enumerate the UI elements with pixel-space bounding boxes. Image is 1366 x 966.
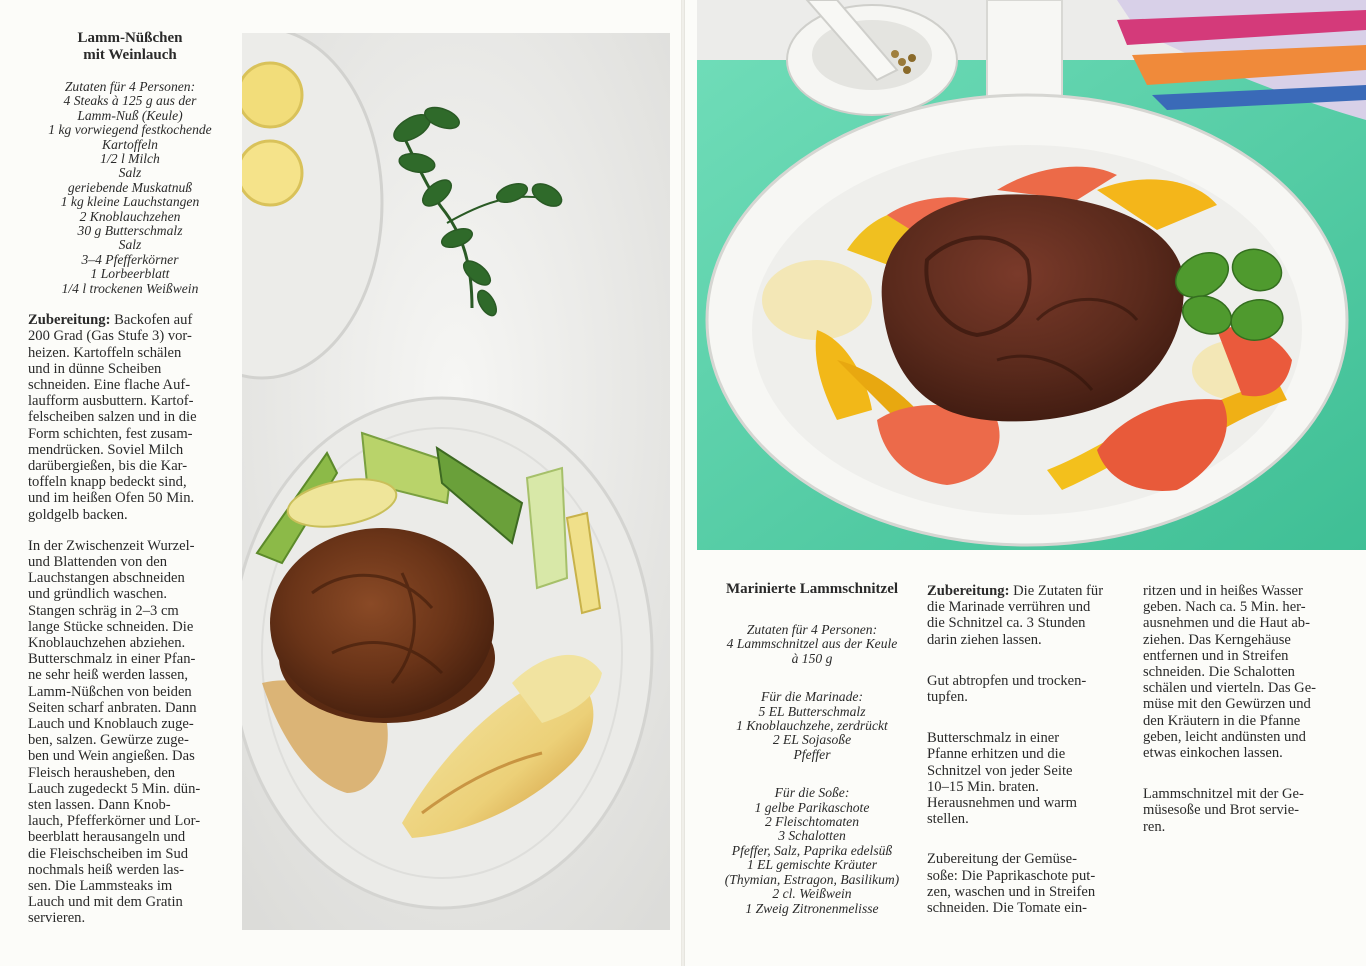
ingredient-line: Salz bbox=[118, 237, 142, 253]
lamb-medallion bbox=[270, 528, 495, 723]
text-line: die Schnitzel ca. 3 Stunden bbox=[927, 615, 1086, 632]
ingredient-line: geriebende Muskatnuß bbox=[67, 179, 193, 195]
ingredient-line: Kartoffeln bbox=[102, 136, 158, 152]
recipe1-title-line: Lamm-Nüßchen bbox=[77, 30, 183, 46]
text-line: etwas einkochen lassen. bbox=[1143, 745, 1283, 762]
text-line: 200 Grad (Gas Stufe 3) vor- bbox=[28, 328, 192, 345]
text-line: die Fleischscheiben im Sud bbox=[28, 845, 189, 862]
recipe1-prep-label: Zubereitung: bbox=[28, 312, 111, 329]
text-line: sten lassen. Dann Knob- bbox=[28, 796, 171, 813]
ingredient-line: Pfeffer, Salz, Paprika edelsüß bbox=[731, 842, 893, 858]
text-line: beerblatt herausangeln und bbox=[28, 829, 186, 846]
ingredient-line: 4 Steaks à 125 g aus der bbox=[63, 93, 197, 109]
ingredient-line: 1/2 l Milch bbox=[100, 151, 160, 167]
recipe2-paragraph-4 bbox=[927, 851, 1127, 916]
text-line: die Marinade verrühren und bbox=[927, 599, 1091, 616]
text-line: müse mit den Gewürzen und bbox=[1143, 696, 1311, 713]
text-line: Herausnehmen und warm bbox=[927, 795, 1077, 812]
recipe2-sauce bbox=[712, 786, 912, 916]
ingredient-line: Für die Marinade: bbox=[761, 689, 863, 705]
text-line: Butterschmalz in einer Pfan- bbox=[28, 651, 196, 668]
ingredient-line: 1/4 l trockenen Weißwein bbox=[61, 280, 199, 296]
ingredient-line: (Thymian, Estragon, Basilikum) bbox=[724, 871, 900, 887]
text-line: ben und Wein angießen. Das bbox=[28, 748, 195, 765]
text-line: ziehen. Das Kerngehäuse bbox=[1143, 631, 1291, 648]
text-line: goldgelb backen. bbox=[28, 506, 128, 523]
text-line: darin ziehen lassen. bbox=[927, 631, 1042, 648]
ingredient-line: Pfeffer bbox=[793, 746, 831, 762]
text-line: lange Stücke schneiden. Die bbox=[28, 618, 194, 635]
ingredient-line: 1 gelbe Parikaschote bbox=[754, 799, 870, 815]
text-line: Stangen schräg in 2–3 cm bbox=[28, 602, 179, 619]
text-line: lauch, Pfefferkörner und Lor- bbox=[28, 813, 201, 830]
recipe2-paragraph-3 bbox=[927, 730, 1127, 827]
recipe2-preparation bbox=[927, 583, 1127, 648]
text-line: den Kräutern in die Pfanne bbox=[1143, 712, 1301, 729]
text-line: 10–15 Min. braten. bbox=[927, 778, 1039, 795]
text-line: ben, salzen. Gewürze zuge- bbox=[28, 732, 189, 749]
ingredient-line: 2 Knoblauchzehen bbox=[79, 208, 181, 224]
text-line: laufform ausbuttern. Kartof- bbox=[28, 393, 194, 410]
recipe1-paragraph-2 bbox=[28, 538, 232, 927]
text-line: Lammschnitzel mit der Ge- bbox=[1143, 786, 1304, 803]
recipe2-paragraph-6 bbox=[1143, 786, 1343, 835]
recipe2-column-2 bbox=[927, 583, 1127, 916]
text-line: Pfanne erhitzen und die bbox=[927, 746, 1066, 763]
ingredient-line: 1 Zweig Zitronenmelisse bbox=[745, 900, 879, 916]
recipe1-title bbox=[28, 30, 232, 64]
ingredient-line: Lamm-Nuß (Keule) bbox=[77, 107, 183, 123]
recipe2-ingredients bbox=[712, 623, 912, 666]
recipe2-column-1 bbox=[712, 581, 912, 916]
text-line: felscheiben salzen und in die bbox=[28, 409, 197, 426]
recipe2-title: Marinierte Lammschnitzel bbox=[725, 581, 899, 597]
text-line: In der Zwischenzeit Wurzel- bbox=[28, 537, 195, 554]
text-line: schälen und vierteln. Das Ge- bbox=[1143, 680, 1317, 697]
ingredient-line: 2 Fleischtomaten bbox=[764, 814, 859, 830]
ingredient-line: Für die Soße: bbox=[774, 785, 850, 801]
text-line: schneiden. Eine flache Auf- bbox=[28, 376, 191, 393]
ingredient-line: 1 kg kleine Lauchstangen bbox=[60, 194, 200, 210]
text-line: stellen. bbox=[927, 811, 969, 828]
lamb-medallion-photo bbox=[242, 33, 670, 930]
text-line: tupfen. bbox=[927, 689, 968, 706]
text-line: Seiten scharf anbraten. Dann bbox=[28, 699, 197, 716]
text-line: heizen. Kartoffeln schälen bbox=[28, 344, 182, 361]
text-line: toffeln knapp bedeckt sind, bbox=[28, 474, 187, 491]
ingredient-line: 1 Knoblauchzehe, zerdrückt bbox=[736, 718, 888, 734]
text-line: müsesoße und Brot servie- bbox=[1143, 802, 1300, 819]
ingredient-line: 30 g Butterschmalz bbox=[77, 223, 183, 239]
recipe1-column bbox=[28, 30, 232, 927]
text-line: ritzen und in heißes Wasser bbox=[1143, 583, 1303, 599]
text-line: und in dünne Scheiben bbox=[28, 360, 162, 377]
text-line: mendrücken. Soviel Milch bbox=[28, 441, 184, 458]
text-line: Lauch und Knoblauch zuge- bbox=[28, 715, 194, 732]
recipe2-prep-first: Die Zutaten für bbox=[1009, 583, 1104, 599]
text-line: Lauch und mit dem Gratin bbox=[28, 894, 183, 911]
ingredient-line: 1 EL gemischte Kräuter bbox=[746, 857, 878, 873]
text-line: Fleisch herausheben, den bbox=[28, 764, 176, 781]
text-line: Lamm-Nüßchen von beiden bbox=[28, 683, 192, 700]
text-line: geben. Nach ca. 5 Min. her- bbox=[1143, 599, 1306, 616]
recipe2-prep-label: Zubereitung: bbox=[927, 583, 1010, 599]
text-line: und Blattenden von den bbox=[28, 553, 168, 570]
ingredient-line: 5 EL Butterschmalz bbox=[758, 703, 866, 719]
page-gutter bbox=[681, 0, 685, 966]
text-line: nochmals heiß werden las- bbox=[28, 861, 185, 878]
text-line: ne sehr heiß werden lassen, bbox=[28, 667, 189, 684]
ingredient-line: à 150 g bbox=[791, 650, 833, 666]
ingredient-line: 3–4 Pfefferkörner bbox=[81, 251, 179, 267]
text-line: servieren. bbox=[28, 910, 86, 927]
text-line: sen. Die Lammsteaks im bbox=[28, 878, 173, 894]
text-line: Form schichten, fest zusam- bbox=[28, 425, 193, 442]
recipe2-paragraph-2 bbox=[927, 673, 1127, 705]
recipe1-ingredients bbox=[28, 80, 232, 296]
text-line: schneiden. Die Schalotten bbox=[1143, 664, 1295, 681]
text-line: Gut abtropfen und trocken- bbox=[927, 672, 1087, 689]
recipe2-column-3 bbox=[1143, 583, 1343, 835]
text-line: und im heißen Ofen 50 Min. bbox=[28, 490, 195, 507]
ingredient-line: Zutaten für 4 Personen: bbox=[746, 622, 878, 637]
recipe1-title-line: mit Weinlauch bbox=[83, 47, 177, 63]
text-line: ren. bbox=[1143, 818, 1166, 835]
text-line: Lauch zugedeckt 5 Min. dün- bbox=[28, 780, 201, 797]
text-line: Zubereitung der Gemüse- bbox=[927, 851, 1077, 868]
text-line: schneiden. Die Tomate ein- bbox=[927, 900, 1087, 917]
text-line: zen, waschen und in Streifen bbox=[927, 883, 1096, 900]
text-line: darübergießen, bis die Kar- bbox=[28, 457, 188, 474]
ingredient-line: 2 EL Sojasoße bbox=[772, 732, 852, 748]
ingredient-line: 1 Lorbeerblatt bbox=[90, 266, 170, 282]
ingredient-line: 3 Schalotten bbox=[778, 828, 846, 844]
ingredient-line: 4 Lammschnitzel aus der Keule bbox=[726, 636, 898, 652]
recipe2-paragraph-5 bbox=[1143, 583, 1343, 761]
text-line: ausnehmen und die Haut ab- bbox=[1143, 615, 1310, 632]
ingredient-line: Zutaten für 4 Personen: bbox=[64, 79, 196, 94]
text-line: soße: Die Paprikaschote put- bbox=[927, 867, 1096, 884]
recipe1-preparation bbox=[28, 312, 232, 523]
lamb-cutlet-pan-photo bbox=[697, 0, 1366, 550]
text-line: Lauchstangen abschneiden bbox=[28, 570, 185, 587]
ingredient-line: 2 cl. Weißwein bbox=[772, 886, 852, 902]
text-line: entfernen und in Streifen bbox=[1143, 647, 1289, 664]
text-line: und gründlich waschen. bbox=[28, 586, 168, 603]
text-line: Butterschmalz in einer bbox=[927, 730, 1060, 747]
ingredient-line: 1 kg vorwiegend festkochende bbox=[48, 122, 212, 138]
recipe2-marinade bbox=[712, 690, 912, 762]
text-line: geben, leicht andünsten und bbox=[1143, 728, 1306, 745]
recipe1-prep-first: Backofen auf bbox=[110, 312, 193, 329]
ingredient-line: Salz bbox=[118, 165, 142, 181]
text-line: Knoblauchzehen abziehen. bbox=[28, 634, 186, 651]
text-line: Schnitzel von jeder Seite bbox=[927, 762, 1073, 779]
